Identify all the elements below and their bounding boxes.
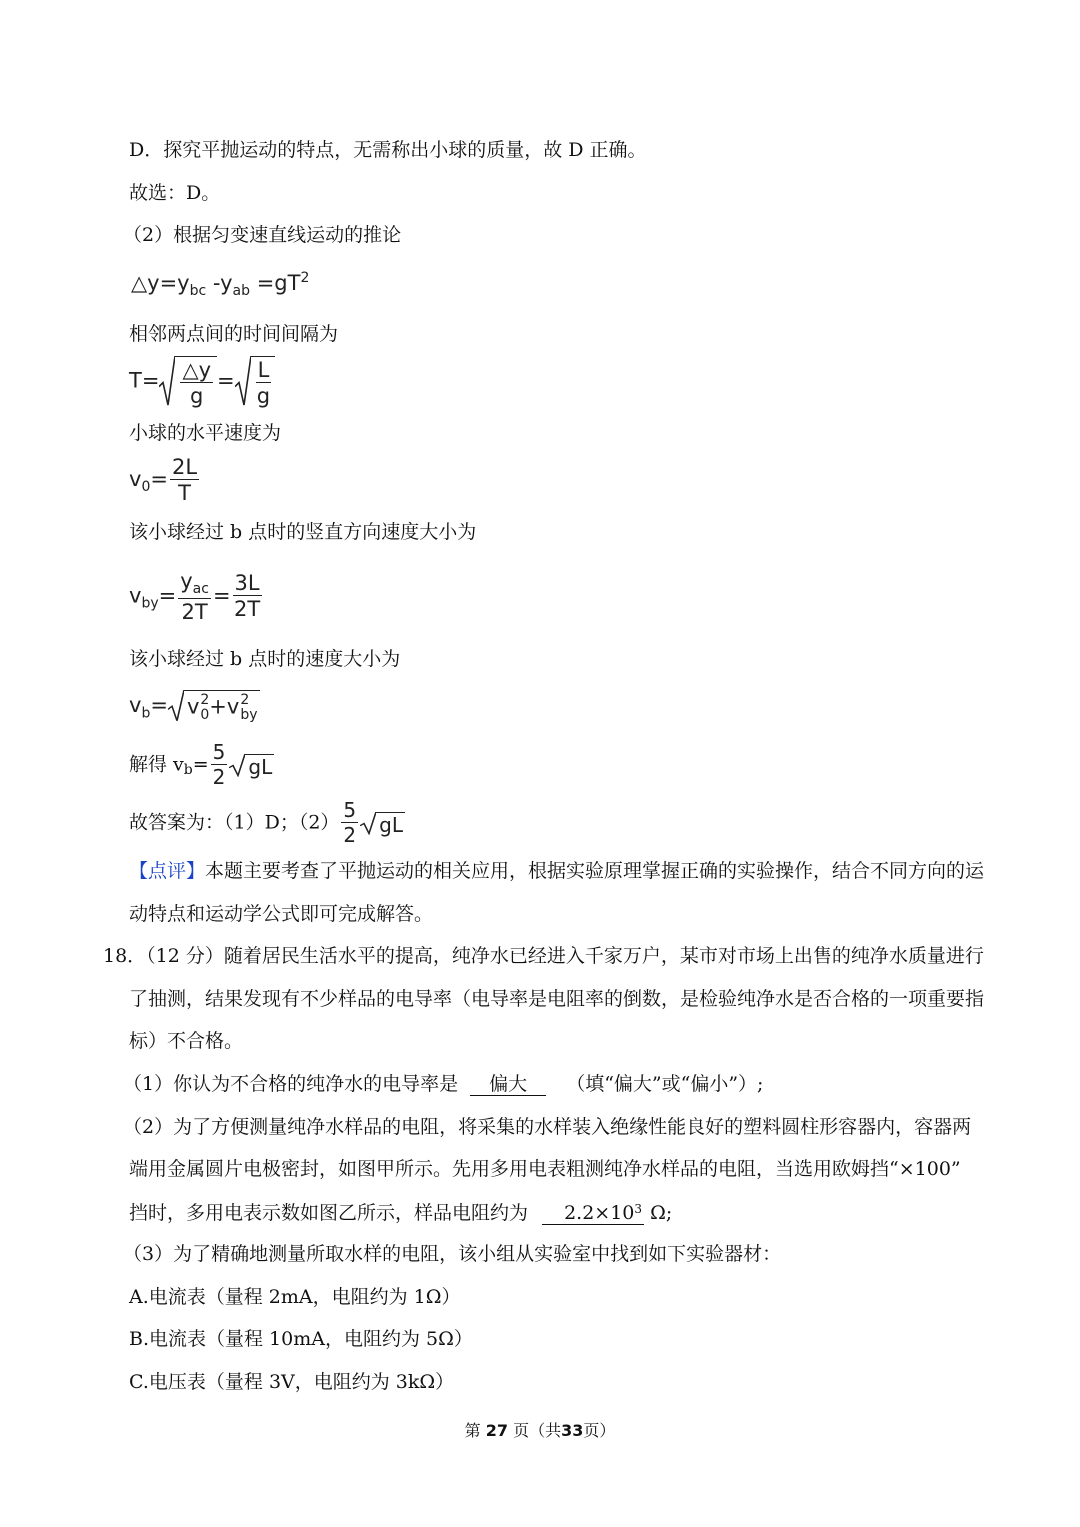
equation-v0: $v_0=$ $\frac{2L}{T}$: [129, 455, 198, 506]
sqrt-symbol: $\frac{L}{g}$: [235, 356, 276, 407]
sqrt-symbol: gL: [360, 812, 405, 835]
vertical-speed-line: 该小球经过 b 点时的竖直方向速度大小为: [129, 521, 477, 543]
solve-line: 解得 $v_b=$ $\frac{5}{2}$ gL: [129, 740, 273, 789]
sqrt-symbol: gL: [229, 754, 274, 777]
sqrt-symbol: $\frac{\triangle y}{g}$: [159, 356, 217, 407]
choice-line: 故选：D。: [129, 182, 221, 204]
speed-b-line: 该小球经过 b 点时的速度大小为: [129, 648, 401, 670]
sub-question-1: （1）你认为不合格的纯净水的电导率是 偏大 （填“偏大”或“偏小”）;: [123, 1073, 764, 1095]
question-18-line-1: 18．（12 分）随着居民生活水平的提高，纯净水已经进入千家万户，某市对市场上出售的纯净水质量进行: [103, 945, 984, 967]
equation-vby: $v_{by}=$ $\frac{y_{ac}}{2T}$ = $\frac{3L}{2T}$: [129, 569, 261, 624]
equation-delta-y: $\triangle y=y_{bc}$ $-y_{ab} =gT^2$: [131, 270, 310, 300]
equation-vb: $v_b=$ v 2 0 +v 2 by: [129, 692, 258, 723]
current-page-number: 27: [485, 1421, 508, 1440]
question-18-line-3: 标）不合格。: [129, 1030, 244, 1052]
sqrt-symbol: v 2 0 +v 2 by: [168, 690, 260, 722]
interval-line: 相邻两点间的时间间隔为: [129, 323, 339, 345]
horizontal-speed-line: 小球的水平速度为: [129, 422, 282, 444]
sub-question-3: （3）为了精确地测量所取水样的电阻，该小组从实验室中找到如下实验器材：: [123, 1243, 782, 1265]
equation-period: T= $\frac{\triangle y}{g}$ = $\frac{L}{g}$: [129, 356, 275, 407]
sub-question-2-line-2: 端用金属圆片电极密封，如图甲所示。先用多用电表粗测纯净水样品的电阻，当选用欧姆挡“×100”: [129, 1158, 961, 1180]
total-page-number: 33: [561, 1421, 584, 1440]
comment-line-2: 动特点和运动学公式即可完成解答。: [129, 903, 434, 925]
option-b: B.电流表（量程 10mA，电阻约为 5Ω）: [129, 1328, 473, 1350]
answer-blank-1: 偏大: [470, 1075, 546, 1096]
comment-line-1: 【点评】本题主要考查了平抛运动的相关应用，根据实验原理掌握正确的实验操作，结合不同方向的运: [129, 860, 985, 882]
part2-line: （2）根据匀变速直线运动的推论: [123, 224, 402, 246]
sub-question-2-line-3: 挡时，多用电表示数如图乙所示，样品电阻约为 $2.2\times 10^3$ Ω;: [129, 1202, 673, 1224]
option-c: C.电压表（量程 3V，电阻约为 3kΩ）: [129, 1371, 455, 1393]
option-a: A.电流表（量程 2mA，电阻约为 1Ω）: [129, 1286, 461, 1308]
answer-line: 故答案为：（1）D；（2） $\frac{5}{2}$ gL: [129, 798, 403, 847]
answer-blank-2: $2.2\times 10^3$: [542, 1203, 644, 1225]
page-footer: 第 27 页（共33页）: [464, 1421, 616, 1440]
question-18-line-2: 了抽测，结果发现有不少样品的电导率（电导率是电阻率的倒数，是检验纯净水是否合格的一项重要指: [129, 988, 985, 1010]
sub-question-2-line-1: （2）为了方便测量纯净水样品的电阻，将采集的水样装入绝缘性能良好的塑料圆柱形容器内，容器两: [123, 1116, 972, 1138]
option-d-line: D．探究平抛运动的特点，无需称出小球的质量，故 D 正确。: [129, 139, 647, 161]
comment-tag: 【点评】: [129, 860, 206, 882]
